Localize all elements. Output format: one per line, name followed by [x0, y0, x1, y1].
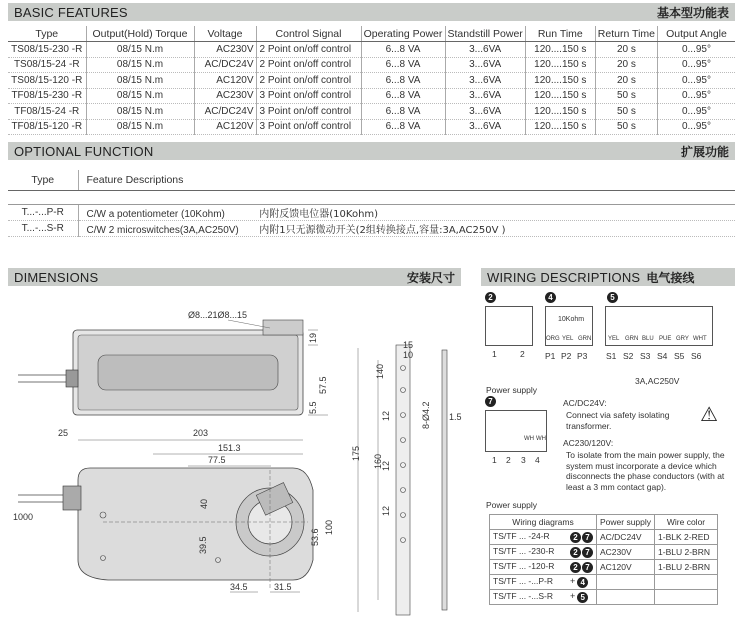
opt-type: T...-...P-R	[8, 204, 78, 220]
diagram-5-badge: 5	[607, 292, 618, 303]
d7-wire-2: WH	[536, 436, 546, 442]
dim-140: 140	[375, 363, 385, 379]
cell-run-time: 120....150 s	[525, 73, 595, 89]
optional-function-header	[8, 142, 735, 160]
wt-diagram-ref: 7	[582, 547, 593, 558]
cell-return-time: 20 s	[595, 57, 657, 73]
cell-voltage: AC230V	[194, 88, 256, 104]
note-230v-text: To isolate from the main power supply, the system must incorporate a device which disconnects the phase conductors (with at least a 3 mm contact gap).	[566, 450, 725, 492]
wt-diagram-ref: +	[570, 591, 576, 602]
wt-color: 1-BLK 2-RED	[655, 530, 718, 545]
cell-run-time: 120....150 s	[525, 104, 595, 120]
cell-voltage: AC120V	[194, 73, 256, 89]
basic-features-title: BASIC FEATURES	[14, 4, 128, 20]
optional-function-title: OPTIONAL FUNCTION	[14, 143, 154, 159]
dim-77: 77.5	[208, 455, 226, 465]
d7-supply: Power supply	[486, 500, 538, 510]
wiring-header	[481, 268, 735, 286]
wt-diagram-ref: 7	[582, 562, 593, 573]
dim-5: 5.5	[308, 401, 318, 414]
wt-diagram-ref: 7	[582, 532, 593, 543]
cell-type: TF08/15-230 -R	[8, 88, 86, 104]
opt-col-desc: Feature Descriptions	[78, 170, 735, 190]
col-run-time: Run Time	[525, 26, 595, 42]
warning-icon: ⚠	[700, 404, 718, 426]
d5-wire-5: GRY	[676, 336, 689, 342]
note-24v-text: Connect via safety isolating transformer.	[566, 410, 670, 431]
wiring-table-row	[490, 575, 718, 590]
d4-term-p2: P2	[561, 351, 572, 361]
wt-diagram-ref: 2	[570, 547, 581, 558]
d4-wire-grn: GRN	[578, 336, 592, 342]
cell-torque: 08/15 N.m	[86, 104, 194, 120]
wiring-table-row	[490, 545, 718, 560]
col-output-angle: Output Angle	[657, 26, 735, 42]
col-operating-power: Operating Power	[361, 26, 445, 42]
d7-term-1: 1	[492, 455, 497, 465]
wt-col-diagram: Wiring diagrams	[490, 515, 597, 530]
wt-power: AC/DC24V	[597, 530, 655, 545]
cell-voltage: AC/DC24V	[194, 57, 256, 73]
cell-standstill-power: 3...6VA	[445, 57, 525, 73]
d5-term-s4: S4	[657, 351, 668, 361]
basic-row	[8, 104, 735, 120]
cell-run-time: 120....150 s	[525, 88, 595, 104]
d5-wire-4: PUE	[659, 336, 672, 342]
basic-row	[8, 119, 735, 135]
dim-160: 160	[373, 453, 383, 469]
col-standstill-power: Standstill Power	[445, 26, 525, 42]
cell-type: TF08/15-24 -R	[8, 104, 86, 120]
d5-wire-6: WHT	[693, 336, 707, 342]
dim-175: 175	[351, 445, 361, 461]
wt-diagram-ref: 5	[577, 592, 588, 603]
optional-row-p	[8, 204, 735, 220]
cell-return-time: 20 s	[595, 73, 657, 89]
wiring-table-row	[490, 530, 718, 545]
d5-wire-1: YEL	[608, 336, 620, 342]
d2-supply: Power supply	[486, 385, 538, 395]
dim-12b: 12	[381, 460, 391, 471]
cell-output-angle: 0...95°	[657, 57, 735, 73]
cell-control: 2 Point on/off control	[256, 42, 361, 58]
cell-torque: 08/15 N.m	[86, 42, 194, 58]
dim-34: 34.5	[230, 582, 248, 592]
opt-zh: 内附1只无源微动开关(2组转换接点,容量:3A,AC250V )	[259, 224, 506, 236]
cell-standstill-power: 3...6VA	[445, 42, 525, 58]
d7-term-3: 3	[521, 455, 526, 465]
dimensions-header	[8, 268, 461, 286]
dim-100: 100	[324, 519, 334, 535]
cell-run-time: 120....150 s	[525, 57, 595, 73]
dim-8x4: 8-Ø4.2	[421, 401, 431, 429]
cell-standstill-power: 3...6VA	[445, 73, 525, 89]
d5-rating: 3A,AC250V	[635, 376, 680, 386]
d7-term-2: 2	[506, 455, 511, 465]
dim-53: 53.6	[310, 528, 320, 546]
optional-function-title-zh: 扩展功能	[680, 144, 729, 159]
cell-operating-power: 6...8 VA	[361, 104, 445, 120]
opt-type: T...-...S-R	[8, 220, 78, 236]
cell-output-angle: 0...95°	[657, 42, 735, 58]
dim-40: 40	[199, 498, 209, 509]
dim-12c: 12	[381, 505, 391, 516]
basic-row	[8, 73, 735, 89]
cell-type: TF08/15-120 -R	[8, 119, 86, 135]
note-230v-title: AC230/120V:	[563, 438, 614, 448]
wt-model: TS/TF ... -230-R	[493, 546, 555, 557]
cell-standstill-power: 3...6VA	[445, 119, 525, 135]
dim-1-5: 1.5	[449, 412, 462, 422]
wt-diagram-ref: +	[570, 576, 576, 587]
d4-wire-yel: YEL	[562, 336, 574, 342]
cell-operating-power: 6...8 VA	[361, 119, 445, 135]
wt-col-color: Wire color	[655, 515, 718, 530]
wt-power	[597, 575, 655, 590]
opt-en: C/W a potentiometer (10Kohm)	[86, 208, 225, 220]
d7-wire-1: WH	[524, 436, 534, 442]
cell-torque: 08/15 N.m	[86, 57, 194, 73]
d5-term-s6: S6	[691, 351, 702, 361]
d5-term-s1: S1	[606, 351, 617, 361]
d4-resistor: 10Kohm	[558, 316, 585, 323]
dimension-drawing	[8, 290, 463, 620]
d2-terminal-1: 1	[492, 349, 497, 359]
wiring-title-zh: 电气接线	[646, 270, 695, 285]
wiring-title: WIRING DESCRIPTIONS	[487, 269, 641, 285]
cell-control: 3 Point on/off control	[256, 119, 361, 135]
dim-19: 19	[308, 332, 318, 343]
d4-wire-org: ORG	[546, 336, 560, 342]
d5-wire-3: BLU	[642, 336, 654, 342]
cell-type: TS08/15-230 -R	[8, 42, 86, 58]
col-control: Control Signal	[256, 26, 361, 42]
cell-torque: 08/15 N.m	[86, 119, 194, 135]
diagram-2-box	[485, 306, 533, 346]
cell-voltage: AC/DC24V	[194, 104, 256, 120]
cell-output-angle: 0...95°	[657, 104, 735, 120]
cell-control: 3 Point on/off control	[256, 88, 361, 104]
optional-function-table	[8, 170, 735, 237]
cell-operating-power: 6...8 VA	[361, 42, 445, 58]
d5-wire-2: GRN	[625, 336, 639, 342]
wt-color: 1-BLU 2-BRN	[655, 545, 718, 560]
wt-diagram-ref: 2	[570, 532, 581, 543]
wt-power: AC120V	[597, 560, 655, 575]
d4-term-p3: P3	[577, 351, 588, 361]
dim-203: 203	[193, 428, 209, 438]
cell-operating-power: 6...8 VA	[361, 73, 445, 89]
diagram-2-badge: 2	[485, 292, 496, 303]
cell-type: TS08/15-120 -R	[8, 73, 86, 89]
cell-torque: 08/15 N.m	[86, 73, 194, 89]
cell-operating-power: 6...8 VA	[361, 88, 445, 104]
cell-standstill-power: 3...6VA	[445, 88, 525, 104]
wt-diagram-ref: 2	[570, 562, 581, 573]
basic-features-title-zh: 基本型功能表	[656, 5, 729, 20]
d5-term-s2: S2	[623, 351, 634, 361]
basic-row	[8, 42, 735, 58]
dim-1000: 1000	[13, 512, 34, 522]
d4-term-p1: P1	[545, 351, 556, 361]
col-voltage: Voltage	[194, 26, 256, 42]
dim-25: 25	[58, 428, 69, 438]
cell-standstill-power: 3...6VA	[445, 104, 525, 120]
cell-return-time: 50 s	[595, 119, 657, 135]
basic-features-header-row	[8, 26, 735, 42]
basic-row	[8, 88, 735, 104]
optional-header-row	[8, 170, 735, 190]
wt-model: TS/TF ... -...P-R	[493, 576, 553, 587]
actuator-side-view	[18, 310, 328, 415]
optional-row-s	[8, 220, 735, 236]
d5-term-s3: S3	[640, 351, 651, 361]
opt-zh: 内附反馈电位器(10Kohm)	[259, 208, 379, 220]
cell-voltage: AC120V	[194, 119, 256, 135]
dim-151: 151.3	[218, 443, 241, 453]
cell-control: 2 Point on/off control	[256, 57, 361, 73]
actuator-front-view	[18, 468, 313, 590]
cell-run-time: 120....150 s	[525, 42, 595, 58]
d5-term-s5: S5	[674, 351, 685, 361]
cell-output-angle: 0...95°	[657, 73, 735, 89]
dim-39: 39.5	[198, 536, 208, 554]
cell-voltage: AC230V	[194, 42, 256, 58]
cell-return-time: 50 s	[595, 88, 657, 104]
col-type: Type	[8, 26, 86, 42]
wt-color	[655, 575, 718, 590]
d7-term-4: 4	[535, 455, 540, 465]
dim-12a: 12	[381, 410, 391, 421]
dimensions-title: DIMENSIONS	[14, 269, 99, 285]
cell-operating-power: 6...8 VA	[361, 57, 445, 73]
cell-return-time: 20 s	[595, 42, 657, 58]
cell-output-angle: 0...95°	[657, 88, 735, 104]
basic-features-header	[8, 3, 735, 21]
wt-power	[597, 590, 655, 605]
basic-features-table	[8, 26, 735, 135]
cell-control: 3 Point on/off control	[256, 104, 361, 120]
cell-torque: 08/15 N.m	[86, 88, 194, 104]
wt-model: TS/TF ... -24-R	[493, 531, 550, 542]
dim-31: 31.5	[274, 582, 292, 592]
d2-terminal-2: 2	[520, 349, 525, 359]
cell-type: TS08/15-24 -R	[8, 57, 86, 73]
wt-color: 1-BLU 2-BRN	[655, 560, 718, 575]
note-24v-title: AC/DC24V:	[563, 398, 607, 408]
wiring-table	[489, 514, 718, 605]
cell-control: 2 Point on/off control	[256, 73, 361, 89]
wiring-table-row	[490, 590, 718, 605]
cell-run-time: 120....150 s	[525, 119, 595, 135]
shaft-dim: Ø8...21Ø8...15	[188, 310, 248, 320]
dim-57: 57.5	[318, 376, 328, 394]
opt-col-type: Type	[8, 170, 78, 190]
opt-en: C/W 2 microswitches(3A,AC250V)	[86, 224, 239, 236]
diagram-7-badge: 7	[485, 396, 496, 407]
basic-row	[8, 57, 735, 73]
dimensions-title-zh: 安装尺寸	[406, 270, 455, 285]
wt-power: AC230V	[597, 545, 655, 560]
wt-color	[655, 590, 718, 605]
cell-return-time: 50 s	[595, 104, 657, 120]
wt-col-power: Power supply	[597, 515, 655, 530]
wt-model: TS/TF ... -...S-R	[493, 591, 553, 602]
diagram-4-badge: 4	[545, 292, 556, 303]
mounting-bracket	[358, 345, 447, 615]
wt-model: TS/TF ... -120-R	[493, 561, 555, 572]
cell-output-angle: 0...95°	[657, 119, 735, 135]
col-return-time: Return Time	[595, 26, 657, 42]
wiring-table-row	[490, 560, 718, 575]
dim-10: 10	[403, 350, 414, 360]
diagram-7-box	[485, 410, 547, 452]
col-torque: Output(Hold) Torque	[86, 26, 194, 42]
wt-diagram-ref: 4	[577, 577, 588, 588]
dim-15: 15	[403, 340, 414, 350]
